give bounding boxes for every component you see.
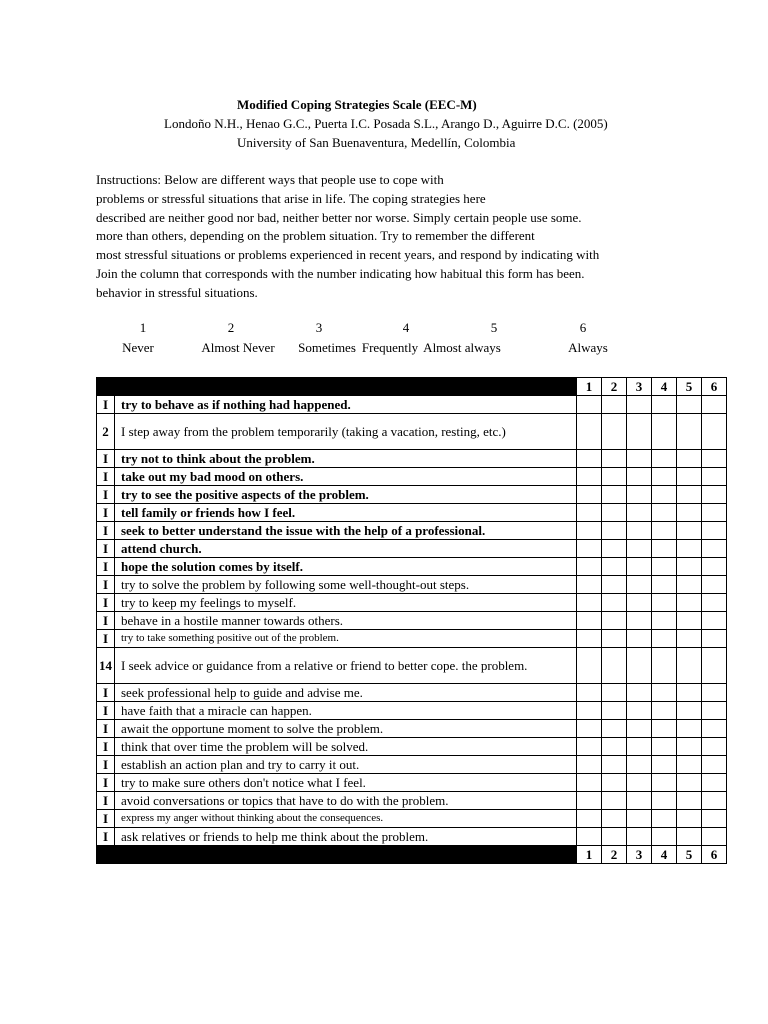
item-number: I <box>97 684 115 702</box>
item-text: ask relatives or friends to help me think about the problem. <box>115 828 577 846</box>
rating-cell-3[interactable] <box>627 774 652 792</box>
scale-label: Almost Never <box>201 340 275 355</box>
rating-cell-6[interactable] <box>702 810 727 828</box>
rating-cell-6[interactable] <box>702 684 727 702</box>
rating-cell-5[interactable] <box>677 702 702 720</box>
rating-cell-5[interactable] <box>677 522 702 540</box>
rating-cell-6[interactable] <box>702 504 727 522</box>
rating-cell-5[interactable] <box>677 558 702 576</box>
instructions-line: Join the column that corresponds with the number indicating how habitual this form has been. <box>96 265 585 281</box>
scale-label: Sometimes <box>298 340 356 355</box>
rating-cell-6[interactable] <box>702 774 727 792</box>
rating-cell-4[interactable] <box>652 774 677 792</box>
rating-cell-4[interactable] <box>652 576 677 594</box>
rating-cell-5[interactable] <box>677 684 702 702</box>
column-header-1: 1 <box>577 378 602 396</box>
item-text: try to behave as if nothing had happened. <box>115 396 577 414</box>
item-text: avoid conversations or topics that have to do with the problem. <box>115 792 577 810</box>
rating-cell-3[interactable] <box>627 738 652 756</box>
rating-cell-2[interactable] <box>602 684 627 702</box>
rating-cell-5[interactable] <box>677 756 702 774</box>
rating-cell-1[interactable] <box>577 522 602 540</box>
item-text: I seek advice or guidance from a relative or friend to better cope. the problem. <box>115 648 577 684</box>
table-row <box>97 414 727 450</box>
rating-cell-4[interactable] <box>652 684 677 702</box>
table-row <box>97 774 727 792</box>
rating-cell-5[interactable] <box>677 576 702 594</box>
item-text: behave in a hostile manner towards others. <box>115 612 577 630</box>
item-number: I <box>97 468 115 486</box>
item-number: I <box>97 756 115 774</box>
rating-cell-4[interactable] <box>652 594 677 612</box>
rating-cell-1[interactable] <box>577 576 602 594</box>
rating-cell-2[interactable] <box>602 450 627 468</box>
rating-cell-2[interactable] <box>602 630 627 648</box>
item-number: I <box>97 558 115 576</box>
rating-cell-3[interactable] <box>627 486 652 504</box>
document-institution: University of San Buenaventura, Medellín, Colombia <box>237 135 516 150</box>
rating-cell-4[interactable] <box>652 756 677 774</box>
rating-cell-1[interactable] <box>577 504 602 522</box>
rating-cell-4[interactable] <box>652 414 677 450</box>
rating-cell-2[interactable] <box>602 738 627 756</box>
rating-cell-2[interactable] <box>602 540 627 558</box>
rating-cell-6[interactable] <box>702 558 727 576</box>
rating-cell-5[interactable] <box>677 792 702 810</box>
item-number: I <box>97 576 115 594</box>
item-text: take out my bad mood on others. <box>115 468 577 486</box>
instructions-line: described are neither good nor bad, neither better nor worse. Simply certain people use some. <box>96 209 582 225</box>
table-row <box>97 792 727 810</box>
rating-cell-2[interactable] <box>602 414 627 450</box>
rating-cell-6[interactable] <box>702 522 727 540</box>
rating-cell-6[interactable] <box>702 576 727 594</box>
rating-cell-2[interactable] <box>602 594 627 612</box>
scale-number: 2 <box>227 320 235 335</box>
rating-cell-4[interactable] <box>652 738 677 756</box>
rating-cell-1[interactable] <box>577 468 602 486</box>
scale-number: 6 <box>579 320 587 335</box>
rating-cell-2[interactable] <box>602 774 627 792</box>
table-row <box>97 450 727 468</box>
table-row <box>97 720 727 738</box>
rating-cell-4[interactable] <box>652 720 677 738</box>
rating-cell-6[interactable] <box>702 756 727 774</box>
rating-cell-2[interactable] <box>602 702 627 720</box>
table-row <box>97 810 727 828</box>
item-number: I <box>97 774 115 792</box>
rating-cell-3[interactable] <box>627 396 652 414</box>
rating-cell-1[interactable] <box>577 396 602 414</box>
instructions-line: problems or stressful situations that arise in life. The coping strategies here <box>96 190 486 206</box>
item-text: try to solve the problem by following some well-thought-out steps. <box>115 576 577 594</box>
item-number: I <box>97 594 115 612</box>
rating-cell-2[interactable] <box>602 522 627 540</box>
rating-cell-6[interactable] <box>702 612 727 630</box>
item-number: I <box>97 450 115 468</box>
rating-cell-1[interactable] <box>577 684 602 702</box>
item-number: I <box>97 504 115 522</box>
table-row <box>97 540 727 558</box>
rating-cell-1[interactable] <box>577 558 602 576</box>
column-header-2: 2 <box>602 378 627 396</box>
scale-number: 1 <box>139 320 147 335</box>
item-number: I <box>97 630 115 648</box>
rating-cell-6[interactable] <box>702 630 727 648</box>
column-header-5: 5 <box>677 846 702 864</box>
rating-cell-6[interactable] <box>702 540 727 558</box>
rating-cell-1[interactable] <box>577 414 602 450</box>
item-number: I <box>97 810 115 828</box>
item-text: seek professional help to guide and advise me. <box>115 684 577 702</box>
rating-cell-5[interactable] <box>677 450 702 468</box>
rating-cell-6[interactable] <box>702 648 727 684</box>
column-header-4: 4 <box>652 846 677 864</box>
header-bar <box>97 378 577 396</box>
rating-cell-6[interactable] <box>702 828 727 846</box>
rating-cell-1[interactable] <box>577 792 602 810</box>
column-header-3: 3 <box>627 378 652 396</box>
table-row <box>97 504 727 522</box>
rating-cell-1[interactable] <box>577 810 602 828</box>
item-number: I <box>97 540 115 558</box>
rating-cell-4[interactable] <box>652 486 677 504</box>
rating-cell-6[interactable] <box>702 468 727 486</box>
rating-cell-3[interactable] <box>627 522 652 540</box>
scale-label: Frequently <box>361 340 419 355</box>
rating-cell-3[interactable] <box>627 576 652 594</box>
table-row <box>97 396 727 414</box>
item-number: I <box>97 828 115 846</box>
item-text: seek to better understand the issue with the help of a professional. <box>115 522 577 540</box>
rating-cell-3[interactable] <box>627 756 652 774</box>
rating-cell-2[interactable] <box>602 756 627 774</box>
item-number: 2 <box>97 414 115 450</box>
table-header-row <box>97 378 727 396</box>
rating-cell-4[interactable] <box>652 648 677 684</box>
rating-cell-6[interactable] <box>702 450 727 468</box>
rating-cell-2[interactable] <box>602 810 627 828</box>
item-text: attend church. <box>115 540 577 558</box>
item-text: hope the solution comes by itself. <box>115 558 577 576</box>
rating-cell-1[interactable] <box>577 540 602 558</box>
item-number: 14 <box>97 648 115 684</box>
item-text: think that over time the problem will be solved. <box>115 738 577 756</box>
rating-cell-1[interactable] <box>577 594 602 612</box>
rating-cell-5[interactable] <box>677 630 702 648</box>
rating-cell-6[interactable] <box>702 486 727 504</box>
rating-cell-2[interactable] <box>602 504 627 522</box>
table-row <box>97 522 727 540</box>
table-row <box>97 468 727 486</box>
rating-cell-5[interactable] <box>677 414 702 450</box>
item-text: await the opportune moment to solve the problem. <box>115 720 577 738</box>
instructions-line: more than others, depending on the problem situation. Try to remember the different <box>96 228 535 244</box>
table-row <box>97 684 727 702</box>
rating-cell-5[interactable] <box>677 612 702 630</box>
rating-cell-4[interactable] <box>652 612 677 630</box>
rating-cell-4[interactable] <box>652 468 677 486</box>
item-number: I <box>97 720 115 738</box>
rating-cell-5[interactable] <box>677 774 702 792</box>
rating-cell-3[interactable] <box>627 468 652 486</box>
rating-cell-4[interactable] <box>652 504 677 522</box>
column-header-5: 5 <box>677 378 702 396</box>
rating-cell-3[interactable] <box>627 558 652 576</box>
item-text: try to take something positive out of the problem. <box>115 630 577 648</box>
scale-label: Never <box>122 340 154 355</box>
rating-cell-5[interactable] <box>677 486 702 504</box>
rating-cell-1[interactable] <box>577 450 602 468</box>
item-text: try not to think about the problem. <box>115 450 577 468</box>
item-number: I <box>97 702 115 720</box>
rating-cell-5[interactable] <box>677 396 702 414</box>
rating-cell-3[interactable] <box>627 684 652 702</box>
rating-cell-6[interactable] <box>702 414 727 450</box>
item-text: I step away from the problem temporarily (taking a vacation, resting, etc.) <box>115 414 577 450</box>
table-row <box>97 630 727 648</box>
item-text: try to keep my feelings to myself. <box>115 594 577 612</box>
rating-cell-6[interactable] <box>702 702 727 720</box>
item-number: I <box>97 486 115 504</box>
rating-cell-5[interactable] <box>677 828 702 846</box>
item-text: have faith that a miracle can happen. <box>115 702 577 720</box>
rating-cell-6[interactable] <box>702 792 727 810</box>
column-header-2: 2 <box>602 846 627 864</box>
rating-cell-1[interactable] <box>577 828 602 846</box>
rating-cell-2[interactable] <box>602 576 627 594</box>
rating-cell-3[interactable] <box>627 504 652 522</box>
document-authors: Londoño N.H., Henao G.C., Puerta I.C. Posada S.L., Arango D., Aguirre D.C. (2005) <box>164 116 608 131</box>
rating-cell-1[interactable] <box>577 702 602 720</box>
rating-cell-6[interactable] <box>702 396 727 414</box>
rating-cell-4[interactable] <box>652 450 677 468</box>
rating-cell-6[interactable] <box>702 720 727 738</box>
table-row <box>97 738 727 756</box>
rating-cell-5[interactable] <box>677 648 702 684</box>
column-header-4: 4 <box>652 378 677 396</box>
rating-cell-3[interactable] <box>627 720 652 738</box>
instructions-line: behavior in stressful situations. <box>96 284 258 300</box>
item-text: express my anger without thinking about the consequences. <box>115 810 577 828</box>
rating-cell-2[interactable] <box>602 792 627 810</box>
instructions-line: most stressful situations or problems experienced in recent years, and respond by indicating with <box>96 247 600 263</box>
rating-cell-3[interactable] <box>627 414 652 450</box>
rating-cell-1[interactable] <box>577 720 602 738</box>
item-text: try to make sure others don't notice what I feel. <box>115 774 577 792</box>
rating-cell-5[interactable] <box>677 738 702 756</box>
header-bar <box>97 846 577 864</box>
rating-cell-1[interactable] <box>577 648 602 684</box>
item-number: I <box>97 612 115 630</box>
rating-cell-2[interactable] <box>602 558 627 576</box>
rating-cell-1[interactable] <box>577 486 602 504</box>
rating-cell-2[interactable] <box>602 612 627 630</box>
rating-cell-2[interactable] <box>602 396 627 414</box>
table-footer-row <box>97 846 727 864</box>
rating-cell-4[interactable] <box>652 522 677 540</box>
rating-cell-3[interactable] <box>627 792 652 810</box>
rating-cell-5[interactable] <box>677 468 702 486</box>
rating-cell-3[interactable] <box>627 630 652 648</box>
rating-cell-2[interactable] <box>602 486 627 504</box>
rating-cell-5[interactable] <box>677 504 702 522</box>
table-row <box>97 648 727 684</box>
column-header-3: 3 <box>627 846 652 864</box>
rating-cell-2[interactable] <box>602 648 627 684</box>
rating-cell-4[interactable] <box>652 828 677 846</box>
item-number: I <box>97 522 115 540</box>
rating-cell-5[interactable] <box>677 810 702 828</box>
rating-cell-5[interactable] <box>677 540 702 558</box>
item-number: I <box>97 792 115 810</box>
rating-cell-2[interactable] <box>602 468 627 486</box>
instructions-line: Instructions: Below are different ways that people use to cope with <box>96 172 444 187</box>
table-row <box>97 576 727 594</box>
item-number: I <box>97 396 115 414</box>
rating-cell-4[interactable] <box>652 540 677 558</box>
table-row <box>97 612 727 630</box>
table-row <box>97 486 727 504</box>
rating-cell-3[interactable] <box>627 612 652 630</box>
rating-cell-2[interactable] <box>602 828 627 846</box>
rating-cell-3[interactable] <box>627 594 652 612</box>
column-header-6: 6 <box>702 378 727 396</box>
item-text: tell family or friends how I feel. <box>115 504 577 522</box>
rating-cell-1[interactable] <box>577 630 602 648</box>
rating-cell-3[interactable] <box>627 540 652 558</box>
table-row <box>97 558 727 576</box>
table-row <box>97 702 727 720</box>
coping-items-table <box>96 377 727 864</box>
scale-number: 5 <box>490 320 498 335</box>
rating-cell-3[interactable] <box>627 648 652 684</box>
rating-cell-3[interactable] <box>627 702 652 720</box>
rating-cell-1[interactable] <box>577 738 602 756</box>
scale-label: Almost always <box>423 340 501 355</box>
rating-cell-4[interactable] <box>652 792 677 810</box>
rating-cell-2[interactable] <box>602 720 627 738</box>
rating-cell-4[interactable] <box>652 810 677 828</box>
rating-cell-5[interactable] <box>677 594 702 612</box>
scale-number: 3 <box>315 320 323 335</box>
rating-cell-4[interactable] <box>652 630 677 648</box>
rating-cell-6[interactable] <box>702 738 727 756</box>
document-title: Modified Coping Strategies Scale (EEC-M) <box>237 97 477 112</box>
scale-number: 4 <box>402 320 410 335</box>
rating-cell-6[interactable] <box>702 594 727 612</box>
rating-cell-3[interactable] <box>627 810 652 828</box>
table-row <box>97 756 727 774</box>
rating-cell-1[interactable] <box>577 774 602 792</box>
item-number: I <box>97 738 115 756</box>
table-row <box>97 828 727 846</box>
rating-cell-4[interactable] <box>652 396 677 414</box>
rating-cell-1[interactable] <box>577 612 602 630</box>
column-header-6: 6 <box>702 846 727 864</box>
rating-cell-3[interactable] <box>627 828 652 846</box>
rating-cell-1[interactable] <box>577 756 602 774</box>
instructions <box>96 171 599 303</box>
rating-cell-5[interactable] <box>677 720 702 738</box>
item-text: try to see the positive aspects of the problem. <box>115 486 577 504</box>
rating-cell-3[interactable] <box>627 450 652 468</box>
scale-label: Always <box>568 340 608 355</box>
item-text: establish an action plan and try to carry it out. <box>115 756 577 774</box>
table-row <box>97 594 727 612</box>
column-header-1: 1 <box>577 846 602 864</box>
rating-cell-4[interactable] <box>652 702 677 720</box>
rating-cell-4[interactable] <box>652 558 677 576</box>
